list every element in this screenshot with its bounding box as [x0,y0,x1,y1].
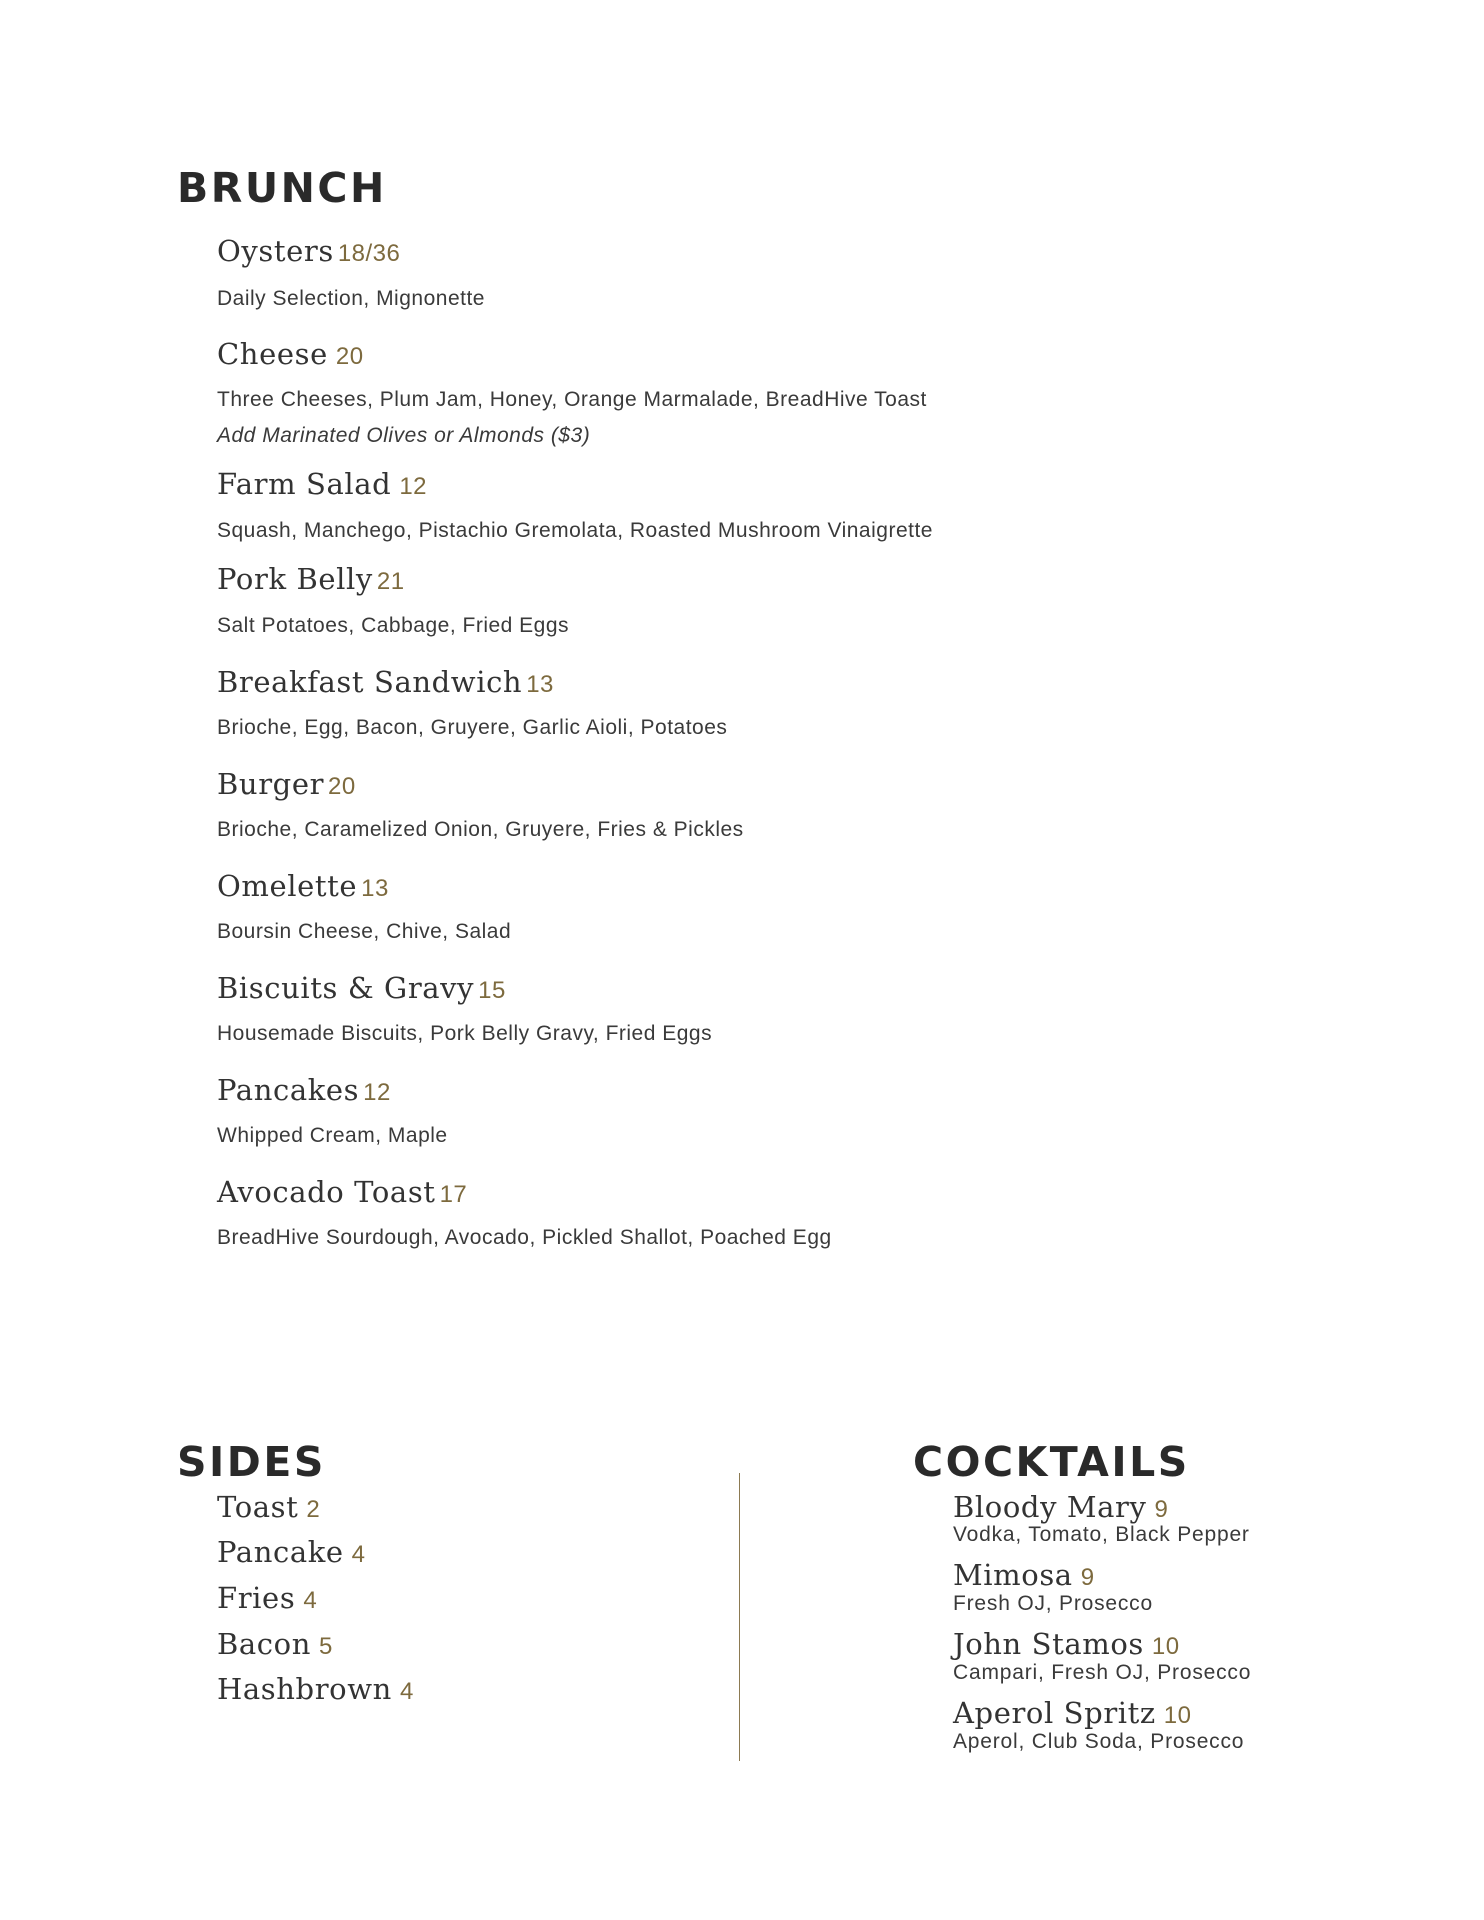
item-price: 17 [439,1181,468,1208]
item-description: Salt Potatoes, Cabbage, Fried Eggs [217,614,570,637]
menu-item-avocado-toast [217,1175,467,1209]
item-name: Avocado Toast [217,1175,436,1209]
cocktails-title: COCKTAILS [913,1438,1190,1486]
item-price: 20 [328,773,356,800]
item-name: Fries [217,1581,296,1615]
item-addon-note: Add Marinated Olives or Almonds ($3) [217,424,591,447]
item-name: John Stamos [953,1627,1144,1661]
cocktail-item-bloody-mary [953,1490,1168,1524]
menu-item-breakfast-sandwich [217,665,554,699]
item-name: Bloody Mary [953,1490,1147,1524]
item-price: 5 [318,1633,333,1660]
item-price: 12 [399,473,428,500]
cocktail-item-aperol-spritz [953,1696,1192,1730]
item-description: Vodka, Tomato, Black Pepper [953,1523,1250,1546]
item-price: 4 [399,1678,414,1705]
item-description: Whipped Cream, Maple [217,1124,448,1147]
item-price: 10 [1163,1702,1192,1729]
item-price: 4 [351,1541,366,1568]
item-price: 18/36 [337,240,401,267]
item-description: Three Cheeses, Plum Jam, Honey, Orange Marmalade, BreadHive Toast [217,388,927,411]
item-description: Brioche, Egg, Bacon, Gruyere, Garlic Aioli, Potatoes [217,716,728,739]
item-name: Cheese [217,337,328,371]
menu-item-omelette [217,869,389,903]
item-name: Mimosa [953,1558,1073,1592]
item-name: Pancake [217,1535,344,1569]
sides-title: SIDES [177,1438,326,1486]
item-description: Campari, Fresh OJ, Prosecco [953,1661,1252,1684]
item-name: Hashbrown [217,1672,392,1706]
item-price: 4 [303,1587,318,1614]
menu-item-pancakes [217,1073,391,1107]
item-description: Boursin Cheese, Chive, Salad [217,920,512,943]
item-price: 10 [1151,1633,1180,1660]
item-price: 21 [376,568,405,595]
item-name: Omelette [217,869,358,903]
item-name: Toast [217,1490,299,1524]
item-price: 13 [361,875,389,902]
side-item-fries [217,1581,317,1615]
item-description: Squash, Manchego, Pistachio Gremolata, Roasted Mushroom Vinaigrette [217,519,933,542]
menu-item-pork-belly [217,562,405,596]
item-name: Biscuits & Gravy [217,971,475,1005]
item-description: Aperol, Club Soda, Prosecco [953,1730,1245,1753]
item-name: Burger [217,767,325,801]
item-description: Brioche, Caramelized Onion, Gruyere, Fries & Pickles [217,818,744,841]
item-price: 15 [478,977,506,1004]
brunch-title: BRUNCH [177,164,387,212]
item-description: Fresh OJ, Prosecco [953,1592,1153,1615]
item-name: Oysters [217,234,334,268]
item-name: Breakfast Sandwich [217,665,523,699]
menu-item-oysters [217,234,400,268]
cocktail-item-john-stamos [953,1627,1180,1661]
item-name: Aperol Spritz [953,1696,1156,1730]
item-description: Daily Selection, Mignonette [217,287,485,310]
item-description: Housemade Biscuits, Pork Belly Gravy, Fried Eggs [217,1022,713,1045]
column-divider [739,1473,740,1761]
item-price: 9 [1080,1564,1095,1591]
side-item-pancake [217,1535,366,1569]
menu-item-burger [217,767,356,801]
item-price: 20 [335,343,364,370]
item-name: Bacon [217,1627,311,1661]
side-item-bacon [217,1627,333,1661]
item-price: 2 [306,1496,321,1523]
item-price: 9 [1154,1496,1169,1523]
menu-item-biscuits-gravy [217,971,506,1005]
item-name: Pork Belly [217,562,373,596]
item-description: BreadHive Sourdough, Avocado, Pickled Shallot, Poached Egg [217,1226,832,1249]
item-price: 12 [363,1079,391,1106]
menu-item-farm-salad [217,467,427,501]
item-name: Pancakes [217,1073,360,1107]
item-price: 13 [526,671,554,698]
item-name: Farm Salad [217,467,392,501]
cocktail-item-mimosa [953,1558,1095,1592]
side-item-hashbrown [217,1672,414,1706]
side-item-toast [217,1490,320,1524]
menu-item-cheese [217,337,364,371]
